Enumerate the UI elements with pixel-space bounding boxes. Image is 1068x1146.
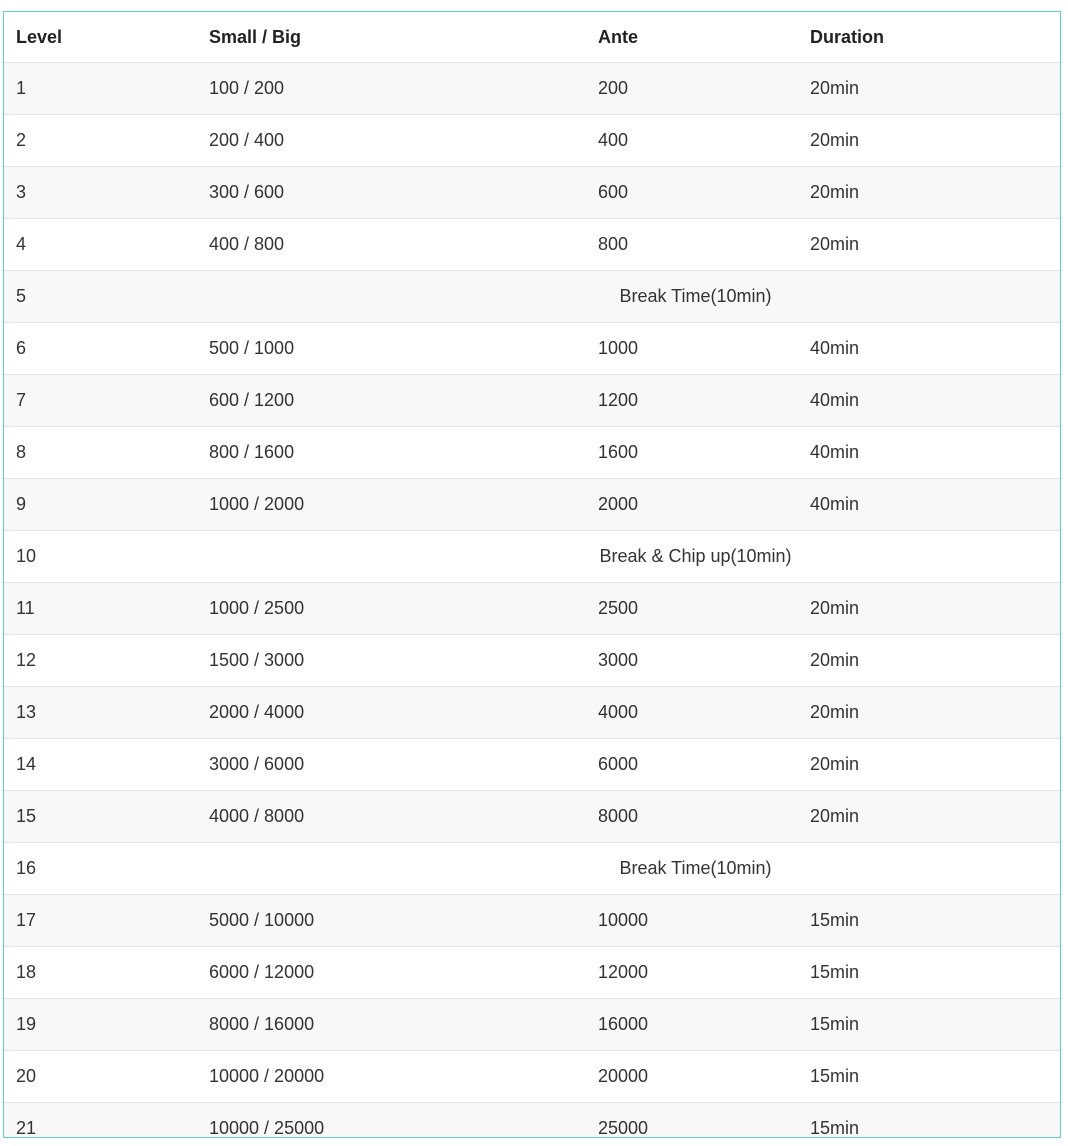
blinds-cell: 300 / 600 [197, 167, 594, 219]
blind-structure-table-container [3, 11, 1061, 1138]
level-cell: 21 [4, 1103, 197, 1139]
duration-cell: 40min [798, 375, 1061, 427]
ante-cell: 6000 [594, 739, 798, 791]
table-row [4, 791, 1061, 843]
break-label: Break Time(10min) [619, 286, 772, 306]
level-cell: 2 [4, 115, 197, 167]
ante-cell: 600 [594, 167, 798, 219]
blinds-cell: 800 / 1600 [197, 427, 594, 479]
blinds-cell: 200 / 400 [197, 115, 594, 167]
column-header-blinds: Small / Big [209, 26, 302, 47]
duration-cell: 15min [798, 947, 1061, 999]
level-cell: 12 [4, 635, 197, 687]
duration-cell: 40min [798, 427, 1061, 479]
table-row [4, 739, 1061, 791]
duration-cell: 20min [798, 791, 1061, 843]
level-cell: 15 [4, 791, 197, 843]
break-row [4, 843, 1061, 895]
ante-cell: 10000 [594, 895, 798, 947]
table-row [4, 635, 1061, 687]
duration-cell: 20min [798, 63, 1061, 115]
duration-cell: 20min [798, 167, 1061, 219]
duration-cell: 15min [798, 999, 1061, 1051]
table-body [4, 63, 1061, 1139]
duration-cell: 20min [798, 219, 1061, 271]
table-row [4, 947, 1061, 999]
level-cell: 5 [4, 271, 197, 323]
break-row [4, 271, 1061, 323]
blinds-cell: 10000 / 25000 [197, 1103, 594, 1139]
level-cell: 7 [4, 375, 197, 427]
table-row [4, 115, 1061, 167]
blinds-cell: 5000 / 10000 [197, 895, 594, 947]
blinds-cell: 8000 / 16000 [197, 999, 594, 1051]
table-row [4, 375, 1061, 427]
level-cell: 11 [4, 583, 197, 635]
break-label: Break & Chip up(10min) [599, 546, 792, 566]
blinds-cell: 2000 / 4000 [197, 687, 594, 739]
duration-cell: 15min [798, 1051, 1061, 1103]
level-cell: 10 [4, 531, 197, 583]
table-row [4, 1051, 1061, 1103]
table-row [4, 999, 1061, 1051]
header-row [4, 12, 1061, 63]
level-cell: 9 [4, 479, 197, 531]
level-cell: 13 [4, 687, 197, 739]
duration-cell: 20min [798, 687, 1061, 739]
break-cell [197, 843, 1061, 895]
ante-cell: 8000 [594, 791, 798, 843]
ante-cell: 1200 [594, 375, 798, 427]
blinds-cell: 600 / 1200 [197, 375, 594, 427]
blind-structure-table [4, 12, 1061, 1138]
blinds-cell: 100 / 200 [197, 63, 594, 115]
table-row [4, 687, 1061, 739]
level-cell: 19 [4, 999, 197, 1051]
blinds-cell: 6000 / 12000 [197, 947, 594, 999]
table-row [4, 895, 1061, 947]
level-cell: 6 [4, 323, 197, 375]
blinds-cell: 1500 / 3000 [197, 635, 594, 687]
ante-cell: 16000 [594, 999, 798, 1051]
table-row [4, 219, 1061, 271]
column-header-ante: Ante [598, 26, 638, 47]
ante-cell: 400 [594, 115, 798, 167]
blinds-cell: 1000 / 2000 [197, 479, 594, 531]
table-row [4, 583, 1061, 635]
ante-cell: 1000 [594, 323, 798, 375]
level-cell: 3 [4, 167, 197, 219]
duration-cell: 15min [798, 895, 1061, 947]
level-cell: 17 [4, 895, 197, 947]
level-cell: 18 [4, 947, 197, 999]
duration-cell: 20min [798, 635, 1061, 687]
duration-cell: 20min [798, 583, 1061, 635]
table-header [4, 12, 1061, 63]
ante-cell: 4000 [594, 687, 798, 739]
table-row [4, 167, 1061, 219]
blinds-cell: 1000 / 2500 [197, 583, 594, 635]
blinds-cell: 10000 / 20000 [197, 1051, 594, 1103]
level-cell: 16 [4, 843, 197, 895]
blinds-cell: 400 / 800 [197, 219, 594, 271]
ante-cell: 3000 [594, 635, 798, 687]
break-cell [197, 271, 1061, 323]
ante-cell: 200 [594, 63, 798, 115]
level-cell: 20 [4, 1051, 197, 1103]
duration-cell: 20min [798, 115, 1061, 167]
ante-cell: 1600 [594, 427, 798, 479]
duration-cell: 15min [798, 1103, 1061, 1139]
table-row [4, 63, 1061, 115]
duration-cell: 20min [798, 739, 1061, 791]
level-cell: 8 [4, 427, 197, 479]
duration-cell: 40min [798, 479, 1061, 531]
blinds-cell: 500 / 1000 [197, 323, 594, 375]
ante-cell: 800 [594, 219, 798, 271]
ante-cell: 12000 [594, 947, 798, 999]
level-cell: 14 [4, 739, 197, 791]
break-row [4, 531, 1061, 583]
blinds-cell: 3000 / 6000 [197, 739, 594, 791]
ante-cell: 2500 [594, 583, 798, 635]
table-row [4, 1103, 1061, 1139]
blinds-cell: 4000 / 8000 [197, 791, 594, 843]
level-cell: 1 [4, 63, 197, 115]
table-row [4, 479, 1061, 531]
duration-cell: 40min [798, 323, 1061, 375]
column-header-level: Level [16, 26, 63, 47]
table-row [4, 427, 1061, 479]
break-cell [197, 531, 1061, 583]
table-row [4, 323, 1061, 375]
break-label: Break Time(10min) [619, 858, 772, 878]
level-cell: 4 [4, 219, 197, 271]
ante-cell: 25000 [594, 1103, 798, 1139]
ante-cell: 2000 [594, 479, 798, 531]
column-header-duration: Duration [810, 26, 884, 47]
ante-cell: 20000 [594, 1051, 798, 1103]
